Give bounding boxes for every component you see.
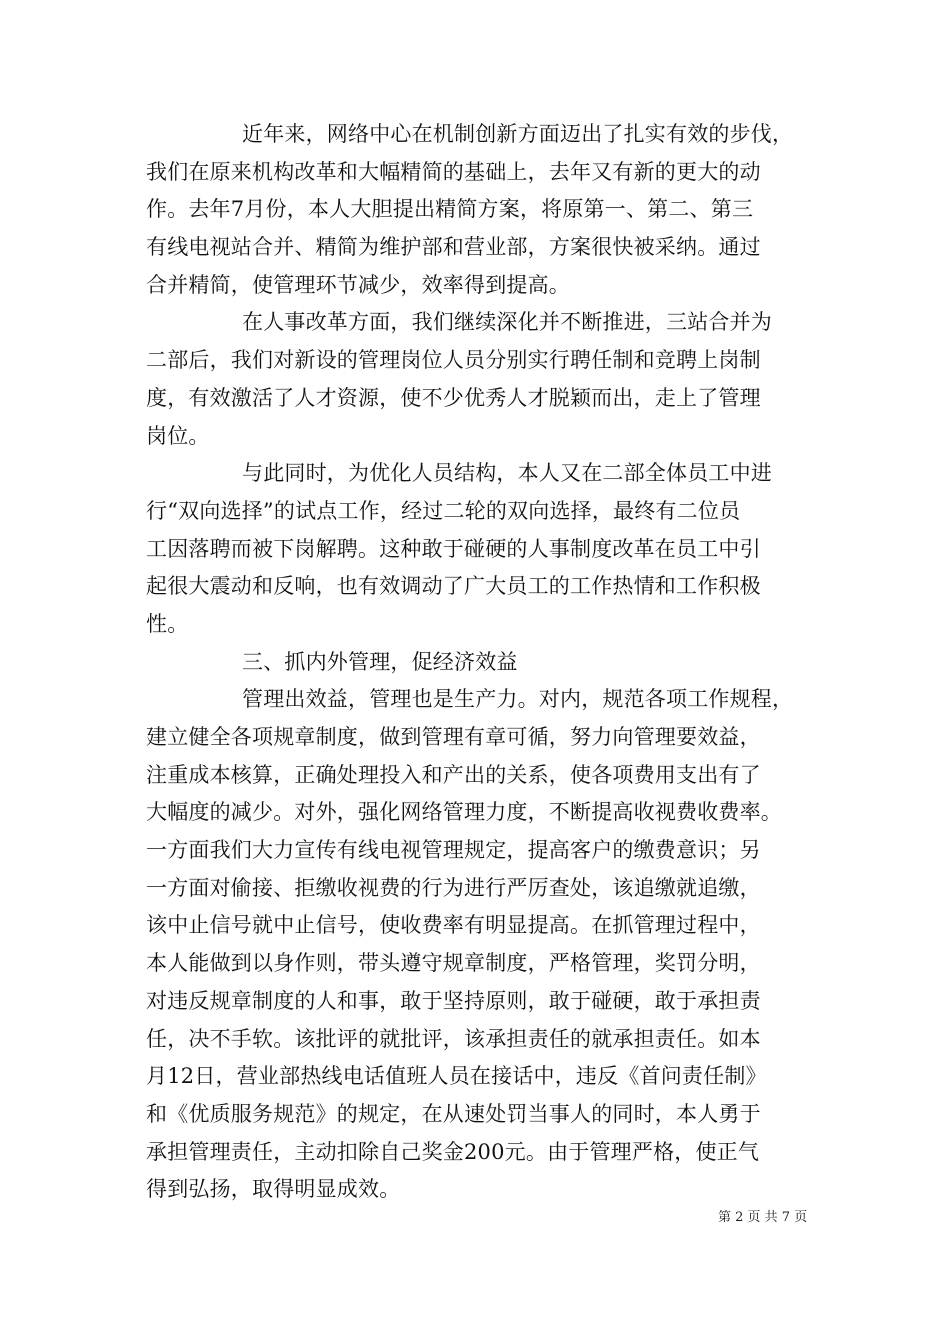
paragraph-3-line-5: 性。 [146,611,189,636]
paragraph-4-line-5: 一方面我们大力宣传有线电视管理规定，提高客户的缴费意识；另 [146,838,761,863]
document-body [146,116,812,1209]
paragraph-3-line-2: 行“双向选择”的试点工作，经过二轮的双向选择，最终有二位员 [146,498,741,523]
paragraph-2-line-4: 岗位。 [146,423,210,448]
paragraph-2-line-2: 二部后，我们对新设的管理岗位人员分别实行聘任制和竞聘上岗制 [146,348,761,373]
paragraph-1-line-2: 我们在原来机构改革和大幅精简的基础上，去年又有新的更大的动 [146,159,761,184]
section-heading: 三、抓内外管理，促经济效益 [242,649,518,674]
paragraph-3-line-4: 起很大震动和反响，也有效调动了广大员工的工作热情和工作积极 [146,574,761,599]
paragraph-4-line-10: 任，决不手软。该批评的就批评，该承担责任的就承担责任。如本 [146,1026,761,1051]
paragraph-3-line-1: 与此同时，为优化人员结构，本人又在二部全体员工中进 [242,461,772,486]
paragraph-4-line-11: 月12日，营业部热线电话值班人员在接话中，违反《首问责任制》 [146,1064,767,1089]
paragraph-4-line-2: 建立健全各项规章制度，做到管理有章可循，努力向管理要效益， [146,725,761,749]
page-number: 第 2 页 共 7 页 [718,1210,808,1225]
paragraph-4-line-1: 管理出效益，管理也是生产力。对内，规范各项工作规程， [242,687,794,712]
paragraph-3-line-3: 工因落聘而被下岗解聘。这种敢于碰硬的人事制度改革在员工中引 [146,536,761,561]
paragraph-2-line-1: 在人事改革方面，我们继续深化并不断推进，三站合并为 [242,310,772,335]
paragraph-4-line-6: 一方面对偷接、拒缴收视费的行为进行严厉查处，该追缴就追缴， [146,875,761,900]
paragraph-1-line-3: 作。去年7月份，本人大胆提出精简方案，将原第一、第二、第三 [146,197,754,222]
paragraph-4-line-7: 该中止信号就中止信号，使收费率有明显提高。在抓管理过程中， [146,913,761,938]
paragraph-1-line-4: 有线电视站合并、精简为维护部和营业部，方案很快被采纳。通过 [146,235,761,260]
paragraph-4-line-12: 和《优质服务规范》的规定，在从速处罚当事人的同时，本人勇于 [146,1101,761,1126]
paragraph-4-line-14: 得到弘扬，取得明显成效。 [146,1177,401,1202]
paragraph-4-line-9: 对违反规章制度的人和事，敢于坚持原则，敢于碰硬，敢于承担责 [146,988,761,1013]
paragraph-1-line-1: 近年来，网络中心在机制创新方面迈出了扎实有效的步伐， [242,122,794,146]
paragraph-4-line-3: 注重成本核算，正确处理投入和产出的关系，使各项费用支出有了 [146,762,761,787]
paragraph-2-line-3: 度，有效激活了人才资源，使不少优秀人才脱颖而出，走上了管理 [146,385,761,410]
paragraph-4-line-8: 本人能做到以身作则，带头遵守规章制度，严格管理，奖罚分明， [146,951,761,976]
paragraph-4-line-4: 大幅度的减少。对外，强化网络管理力度，不断提高收视费收费率。 [146,800,782,825]
paragraph-1-line-5: 合并精简，使管理环节减少，效率得到提高。 [146,272,570,297]
paragraph-4-line-13: 承担管理责任，主动扣除自己奖金200元。由于管理严格，使正气 [146,1139,760,1164]
